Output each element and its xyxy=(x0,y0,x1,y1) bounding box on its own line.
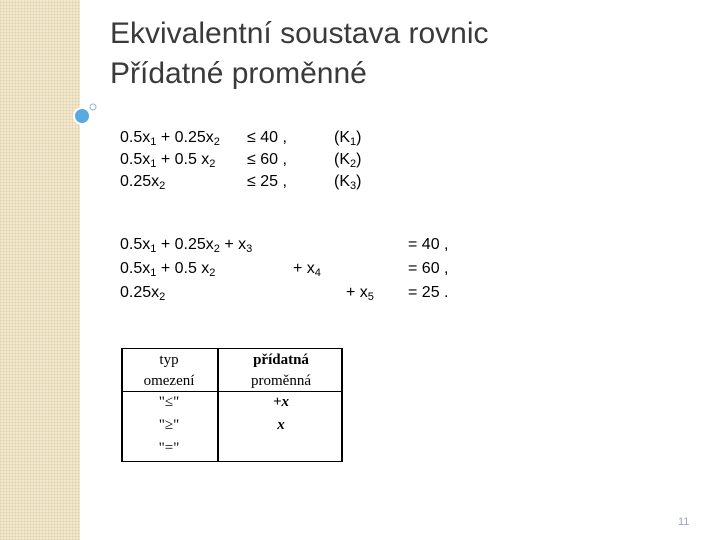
equation-row-3: $0.25x_2$ xyxy=(120,284,166,303)
table-border-left xyxy=(121,348,123,462)
inequality-row-3-tag: $(K_3)$ xyxy=(334,173,362,192)
table-cell-type-1: "≤" xyxy=(158,394,180,410)
table-border-bottom xyxy=(121,461,343,462)
table-column-slack-variable xyxy=(219,348,343,462)
title-line-2: Přídatné proměnné xyxy=(110,57,367,90)
slack-variable-table xyxy=(121,348,343,462)
page-number: 11 xyxy=(678,516,690,528)
table-header-type-line2: omezení xyxy=(143,373,195,389)
slide-title xyxy=(110,14,489,94)
inequality-row-1-relation: ≤ 40 , xyxy=(247,129,287,146)
table-header-var-line1: přídatná xyxy=(253,352,309,368)
equation-row-1-rhs: = 40 , xyxy=(408,236,449,253)
equation-row-2-slack: + $x_4$ xyxy=(293,260,321,279)
table-border-middle xyxy=(217,348,219,462)
table-column-constraint-type xyxy=(121,348,217,462)
table-header-separator xyxy=(121,391,343,392)
inequality-row-1-tag: $(K_1)$ xyxy=(334,129,362,148)
inequality-row-2-relation: ≤ 60 , xyxy=(247,151,287,168)
table-cell-var-2: x xyxy=(277,417,285,433)
inequality-row-1: $0.5x_1 + 0.25x_2$ xyxy=(120,129,220,148)
bullet-dot-large xyxy=(74,108,90,124)
inequality-row-2-tag: $(K_2)$ xyxy=(334,151,362,170)
table-cell-var-1: +x xyxy=(272,394,290,410)
equation-row-1: $0.5x_1 + 0.25x_2 + x_3$ xyxy=(120,236,253,255)
bullet-dot-small xyxy=(90,104,96,110)
inequality-row-3: $0.25x_2$ xyxy=(120,173,166,192)
table-cell-type-3: "=" xyxy=(158,440,180,456)
table-border-right xyxy=(341,348,343,462)
table-header-var-line2: proměnná xyxy=(251,373,311,389)
table-cell-type-2: "≥" xyxy=(158,417,180,433)
table-border-top xyxy=(121,348,343,349)
equation-row-3-rhs: = 25 . xyxy=(408,284,449,301)
equation-row-2-rhs: = 60 , xyxy=(408,260,449,277)
equation-row-2: $0.5x_1 + 0.5$ $x_2$ xyxy=(120,260,216,279)
inequality-row-2: $0.5x_1 + 0.5$ $x_2$ xyxy=(120,151,216,170)
table-header-type-line1: typ xyxy=(159,352,179,368)
title-line-1: Ekvivalentní soustava rovnic xyxy=(110,17,489,50)
inequality-row-3-relation: ≤ 25 , xyxy=(247,173,287,190)
equation-row-3-slack: + $x_5$ xyxy=(346,284,374,303)
